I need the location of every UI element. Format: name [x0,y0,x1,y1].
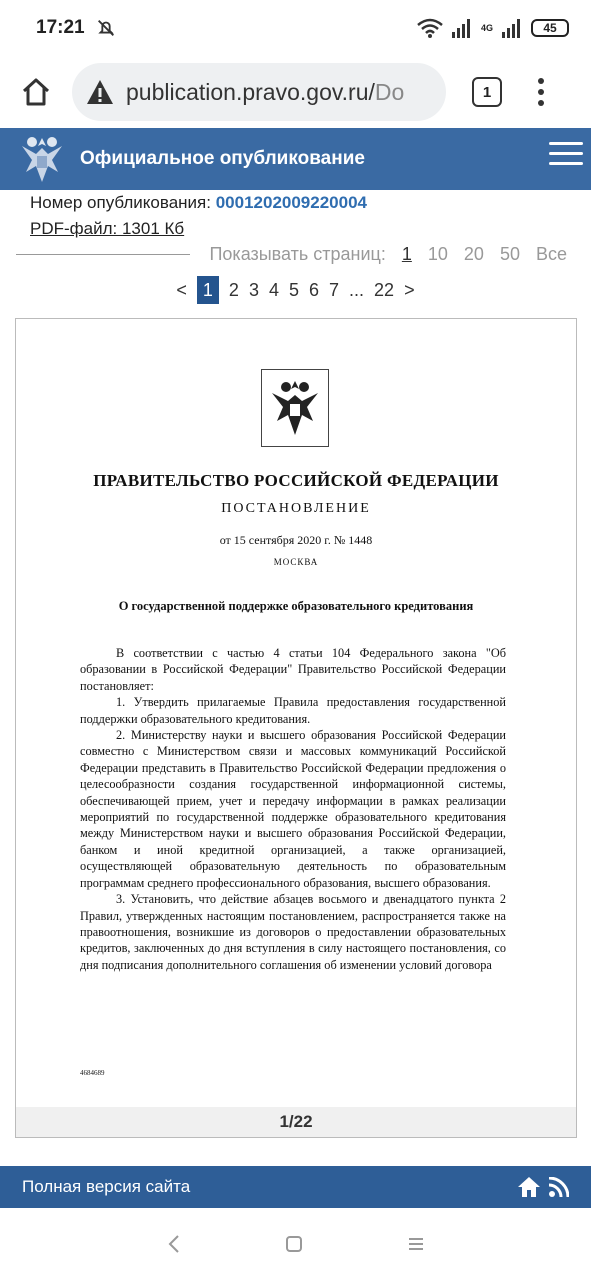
document-meta [30,190,367,242]
home-square-icon[interactable] [285,1235,303,1253]
site-title: Официальное опубликование [80,148,365,169]
home-button[interactable] [0,56,72,128]
page-link-22[interactable]: 22 [374,279,395,300]
paragraph: В соответствии с частью 4 статьи 104 Федерального закона "Об образовании в Российской Федерации" Правительство Российской Федерации постановляет: [80,646,506,693]
page-link-1[interactable]: 1 [197,276,219,304]
home-icon[interactable] [517,1176,541,1198]
warning-icon [86,79,114,105]
back-icon[interactable] [167,1234,181,1254]
paragraph: 2. Министерству науки и высшего образования Российской Федерации совместно с Министерством связи и массовых коммуникаций Российской Федерации представить в Правительство Российской Федерации предложения о целесообразности создания государственной информационной системы, обеспечивающей прием, учет и передачу информации в рамках реализации мероприятий по государственной поддержке образовательного кредитования между Министерством науки и высшего образования Российской Федерации, банком и иной кредитной организацией, а также организацией, осуществляющей образовательную деятельность по образовательным программам среднего профессионального образования, высшего образования. [80,728,506,890]
paragraph: 1. Утвердить прилагаемые Правила предоставления государственной поддержки образовательного кредитования. [80,695,506,726]
show-pages-option-20[interactable]: 20 [463,244,484,264]
status-bar [0,0,591,56]
coat-of-arms-icon [18,132,66,186]
publication-number: Номер опубликования: 0001202009220004 [30,193,367,212]
state-emblem [261,369,329,447]
show-pages-option-50[interactable]: 50 [499,244,520,264]
browser-menu-button[interactable] [536,78,546,106]
battery-icon: 45 [531,19,569,37]
government-heading: ПРАВИТЕЛЬСТВО РОССИЙСКОЙ ФЕДЕРАЦИИ [93,471,499,490]
show-pages-option-10[interactable]: 10 [427,244,448,264]
full-version-link[interactable]: Полная версия сайта [22,1177,191,1196]
pagination [0,276,591,304]
address-bar[interactable] [72,63,446,121]
clock: 17:21 [36,17,85,38]
resolution-date: от 15 сентября 2020 г. № 1448 [219,533,373,547]
show-pages-label: Показывать страниц: [209,244,386,264]
rss-icon[interactable] [549,1177,569,1197]
resolution-city: МОСКВА [273,557,319,567]
eagle-emblem-icon [269,377,321,439]
show-pages-option-1[interactable]: 1 [401,244,412,264]
page-link-7[interactable]: 7 [329,279,340,300]
resolution-heading: ПОСТАНОВЛЕНИЕ [221,501,371,516]
show-pages-selector [209,244,567,265]
page-link-5[interactable]: 5 [288,279,299,300]
system-navigation-bar [0,1208,591,1280]
page-counter: 1/22 [16,1107,576,1137]
page-link-3[interactable]: 3 [248,279,259,300]
publication-number-link[interactable]: 0001202009220004 [215,193,367,212]
page-link-6[interactable]: 6 [308,279,319,300]
recents-icon[interactable] [407,1236,425,1252]
signal-icon-2 [501,18,523,38]
show-pages-option-all[interactable]: Все [535,244,567,264]
next-page-button[interactable]: > [404,279,415,300]
page-link-4[interactable]: 4 [268,279,279,300]
prev-page-button[interactable]: < [176,279,187,300]
resolution-subject: О государственной поддержке образовательного кредитования [118,599,474,613]
paragraph: 3. Установить, что действие абзацев восьмого и двенадцатого пункта 2 Правил, утвержденных настоящим постановлением, распространяется также на правоотношения, возникшие из договоров о предоставлении образовательных кредитов, заключенных до дня вступления в силу настоящего постановления, со дня подписания дополнительного соглашения об изменении условий договора [80,892,506,972]
resolution-body [80,645,506,973]
wifi-icon [417,18,443,38]
document-code: 4684689 [80,1069,105,1077]
pdf-file-link[interactable]: PDF-файл: 1301 Кб [30,219,185,238]
url-text: publication.pravo.gov.ru/Do [126,78,405,105]
notifications-off-icon [95,17,117,39]
page-link-2[interactable]: 2 [228,279,239,300]
document-viewer[interactable] [15,318,577,1138]
site-header [0,128,591,190]
document-page [16,319,576,1109]
signal-icon [451,18,473,38]
hamburger-menu-icon[interactable] [549,142,583,165]
network-type: 4G [480,23,493,33]
browser-toolbar [0,56,591,128]
tab-switcher-button[interactable]: 1 [472,77,502,107]
home-icon [21,77,51,107]
pagination-ellipsis: ... [349,279,365,300]
divider [16,254,190,255]
footer-bar [0,1166,591,1208]
